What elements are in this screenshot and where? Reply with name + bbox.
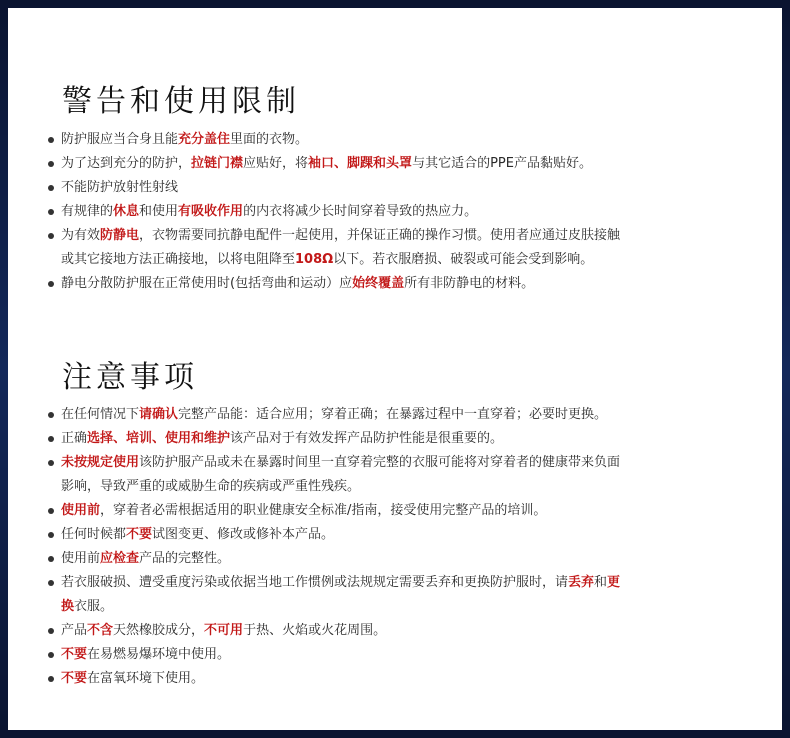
item-text: 任何时候都 [61,527,127,542]
highlight-text: 有吸收作用 [178,204,244,219]
item-text: 该产品对于有效发挥产品防护性能是很重要的。 [230,431,504,446]
section-title-warnings: 警告和使用限制 [62,84,300,119]
highlight-text: 108Ω [295,252,334,267]
item-text: 为了达到充分的防护， [61,156,192,171]
item-text: 里面的衣物。 [230,132,309,147]
highlight-text: 选择、培训、使用和维护 [87,431,231,446]
item-text: 在易燃易爆环境中使用。 [87,647,231,662]
item-text: 天然橡胶成分， [113,623,205,638]
highlight-text: 不可用 [204,623,244,638]
item-text: 于热、火焰或火花周围。 [243,623,387,638]
item-text: 不能防护放射性射线 [61,180,179,195]
highlight-text: 不要 [61,671,88,686]
item-text: 为有效 [61,228,101,243]
list-item [48,499,748,523]
warnings-list [48,128,748,296]
highlight-text: 袖口、脚踝和头罩 [308,156,413,171]
highlight-text: 拉链门襟 [191,156,244,171]
item-text: 完整产品能：适合应用；穿着正确；在暴露过程中一直穿着；必要时更换。 [178,407,608,422]
item-text: 静电分散防护服在正常使用时(包括弯曲和运动）应 [61,276,353,291]
highlight-text: 充分盖住 [178,132,231,147]
precautions-list [48,403,748,691]
item-text: 产品 [61,623,88,638]
item-text: 的内衣将减少长时间穿着导致的热应力。 [243,204,478,219]
item-text: 使用前 [61,551,101,566]
list-item [48,176,748,200]
content-panel [8,8,782,730]
list-item [48,451,748,499]
item-text: 若衣服破损、遭受重度污染或依据当地工作惯例或法规规定需要丢弃和更换防护服时，请 [61,575,569,590]
item-text: 与其它适合的PPE产品黏贴好。 [412,156,592,171]
item-text: 所有非防静电的材料。 [404,276,535,291]
item-text: 衣服。 [74,599,114,614]
item-text: ，穿着者必需根据适用的职业健康安全标准/指南，接受使用完整产品的培训。 [100,503,547,518]
list-item [48,619,748,643]
highlight-text: 不要 [61,647,88,662]
item-text: 以下。若衣服磨损、破裂或可能会受到影响。 [333,252,594,267]
item-text: 试图变更、修改或修补本产品。 [152,527,335,542]
highlight-text: 防静电 [100,228,140,243]
highlight-text: 休息 [113,204,140,219]
list-item [48,224,748,272]
list-item [48,128,748,152]
highlight-text: 应检查 [100,551,140,566]
list-item [48,427,748,451]
item-text: 影响，导致严重的或威胁生命的疾病或严重性残疾。 [61,479,361,494]
item-text: 和 [594,575,608,590]
highlight-text: 未按规定使用 [61,455,140,470]
list-item [48,667,748,691]
item-text: 和使用 [139,204,179,219]
item-text: 在任何情况下 [61,407,140,422]
item-text: 或其它接地方法正确接地，以将电阻降至 [61,252,296,267]
list-item [48,643,748,667]
highlight-text: 请确认 [139,407,179,422]
highlight-text: 不要 [126,527,153,542]
item-text: 防护服应当合身且能 [61,132,179,147]
highlight-text: 不含 [87,623,114,638]
item-text: 应贴好，将 [243,156,309,171]
highlight-text: 换 [61,599,75,614]
highlight-text: 更 [607,575,621,590]
list-item [48,200,748,224]
item-text: 有规律的 [61,204,114,219]
section-title-precautions: 注意事项 [62,360,198,395]
list-item [48,547,748,571]
highlight-text: 始终覆盖 [352,276,405,291]
list-item [48,272,748,296]
list-item [48,152,748,176]
item-text: 产品的完整性。 [139,551,231,566]
highlight-text: 使用前 [61,503,101,518]
item-text: 在富氧环境下使用。 [87,671,205,686]
list-item [48,523,748,547]
highlight-text: 丢弃 [568,575,595,590]
list-item [48,571,748,619]
item-text: 正确 [61,431,88,446]
item-text: ，衣物需要同抗静电配件一起使用，并保证正确的操作习惯。使用者应通过皮肤接触 [139,228,621,243]
item-text: 该防护服产品或未在暴露时间里一直穿着完整的衣服可能将对穿着者的健康带来负面 [139,455,621,470]
list-item [48,403,748,427]
